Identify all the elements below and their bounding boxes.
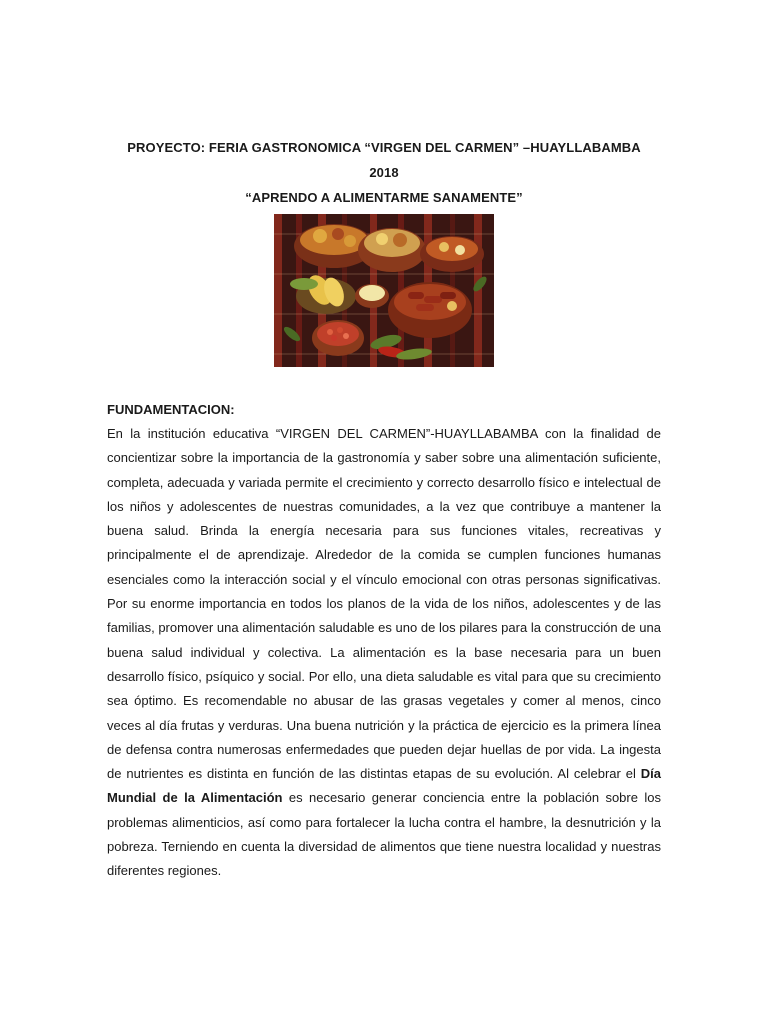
food-platter-photo (274, 214, 494, 367)
document-title-year: 2018 (369, 165, 399, 180)
section-heading: FUNDAMENTACION: (107, 402, 235, 417)
paragraph-text: En la institución educativa “VIRGEN DEL CARMEN”-HUAYLLABAMBA con la finalidad de concientizar sobre la importancia de la gastronomía y saber sobre una alimentación suficiente, completa, adecuada y variada permite el crecimiento y correcto desarrollo físico e intelectual de los niños y adolescentes de nuestras comunidades, a la vez que contribuye a mantener la buena salud. Brinda la energía necesaria para sus funciones vitales, recreativas y principalmente el de aprendizaje. Alrededor de la comida se cumplen funciones humanas esenciales como la interacción social y el vínculo emocional con otras personas significativas. Por su enorme importancia en todos los planos de la vida de los niños, adolescentes y de las familias, promover una alimentación saludable es uno de los pilares para la construcción de una buena salud individual y colectiva. La alimentación es la base necesaria para un buen desarrollo físico, psíquico y social. Por ello, una dieta saludable es vital para que su crecimiento sea óptimo. Es recomendable no abusar de las grasas vegetales y comer al menos, cinco veces al día frutas y verduras. Una buena nutrición y la práctica de ejercicio es la primera línea de defensa contra numerosas enfermedades que pueden dejar huellas de por vida. La ingesta de nutrientes es distinta en función de las distintas etapas de su evolución. Al celebrar el (107, 426, 661, 782)
document-subtitle: “APRENDO A ALIMENTARME SANAMENTE” (245, 190, 523, 205)
paragraph-text-continued: es necesario generar conciencia entre la población sobre los problemas alimenticios, así como para fortalecer la lucha contra el hambre, la desnutrición y la pobreza. Terniendo en cuenta la diversidad de alimentos que tiene nuestra localidad y nuestras diferentes regiones. (107, 790, 661, 879)
document-title: PROYECTO: FERIA GASTRONOMICA “VIRGEN DEL CARMEN” –HUAYLLABAMBA (127, 140, 641, 155)
paragraph-bold-text: Día Mundial de la Alimentación (107, 766, 661, 806)
body-paragraph (107, 422, 661, 884)
